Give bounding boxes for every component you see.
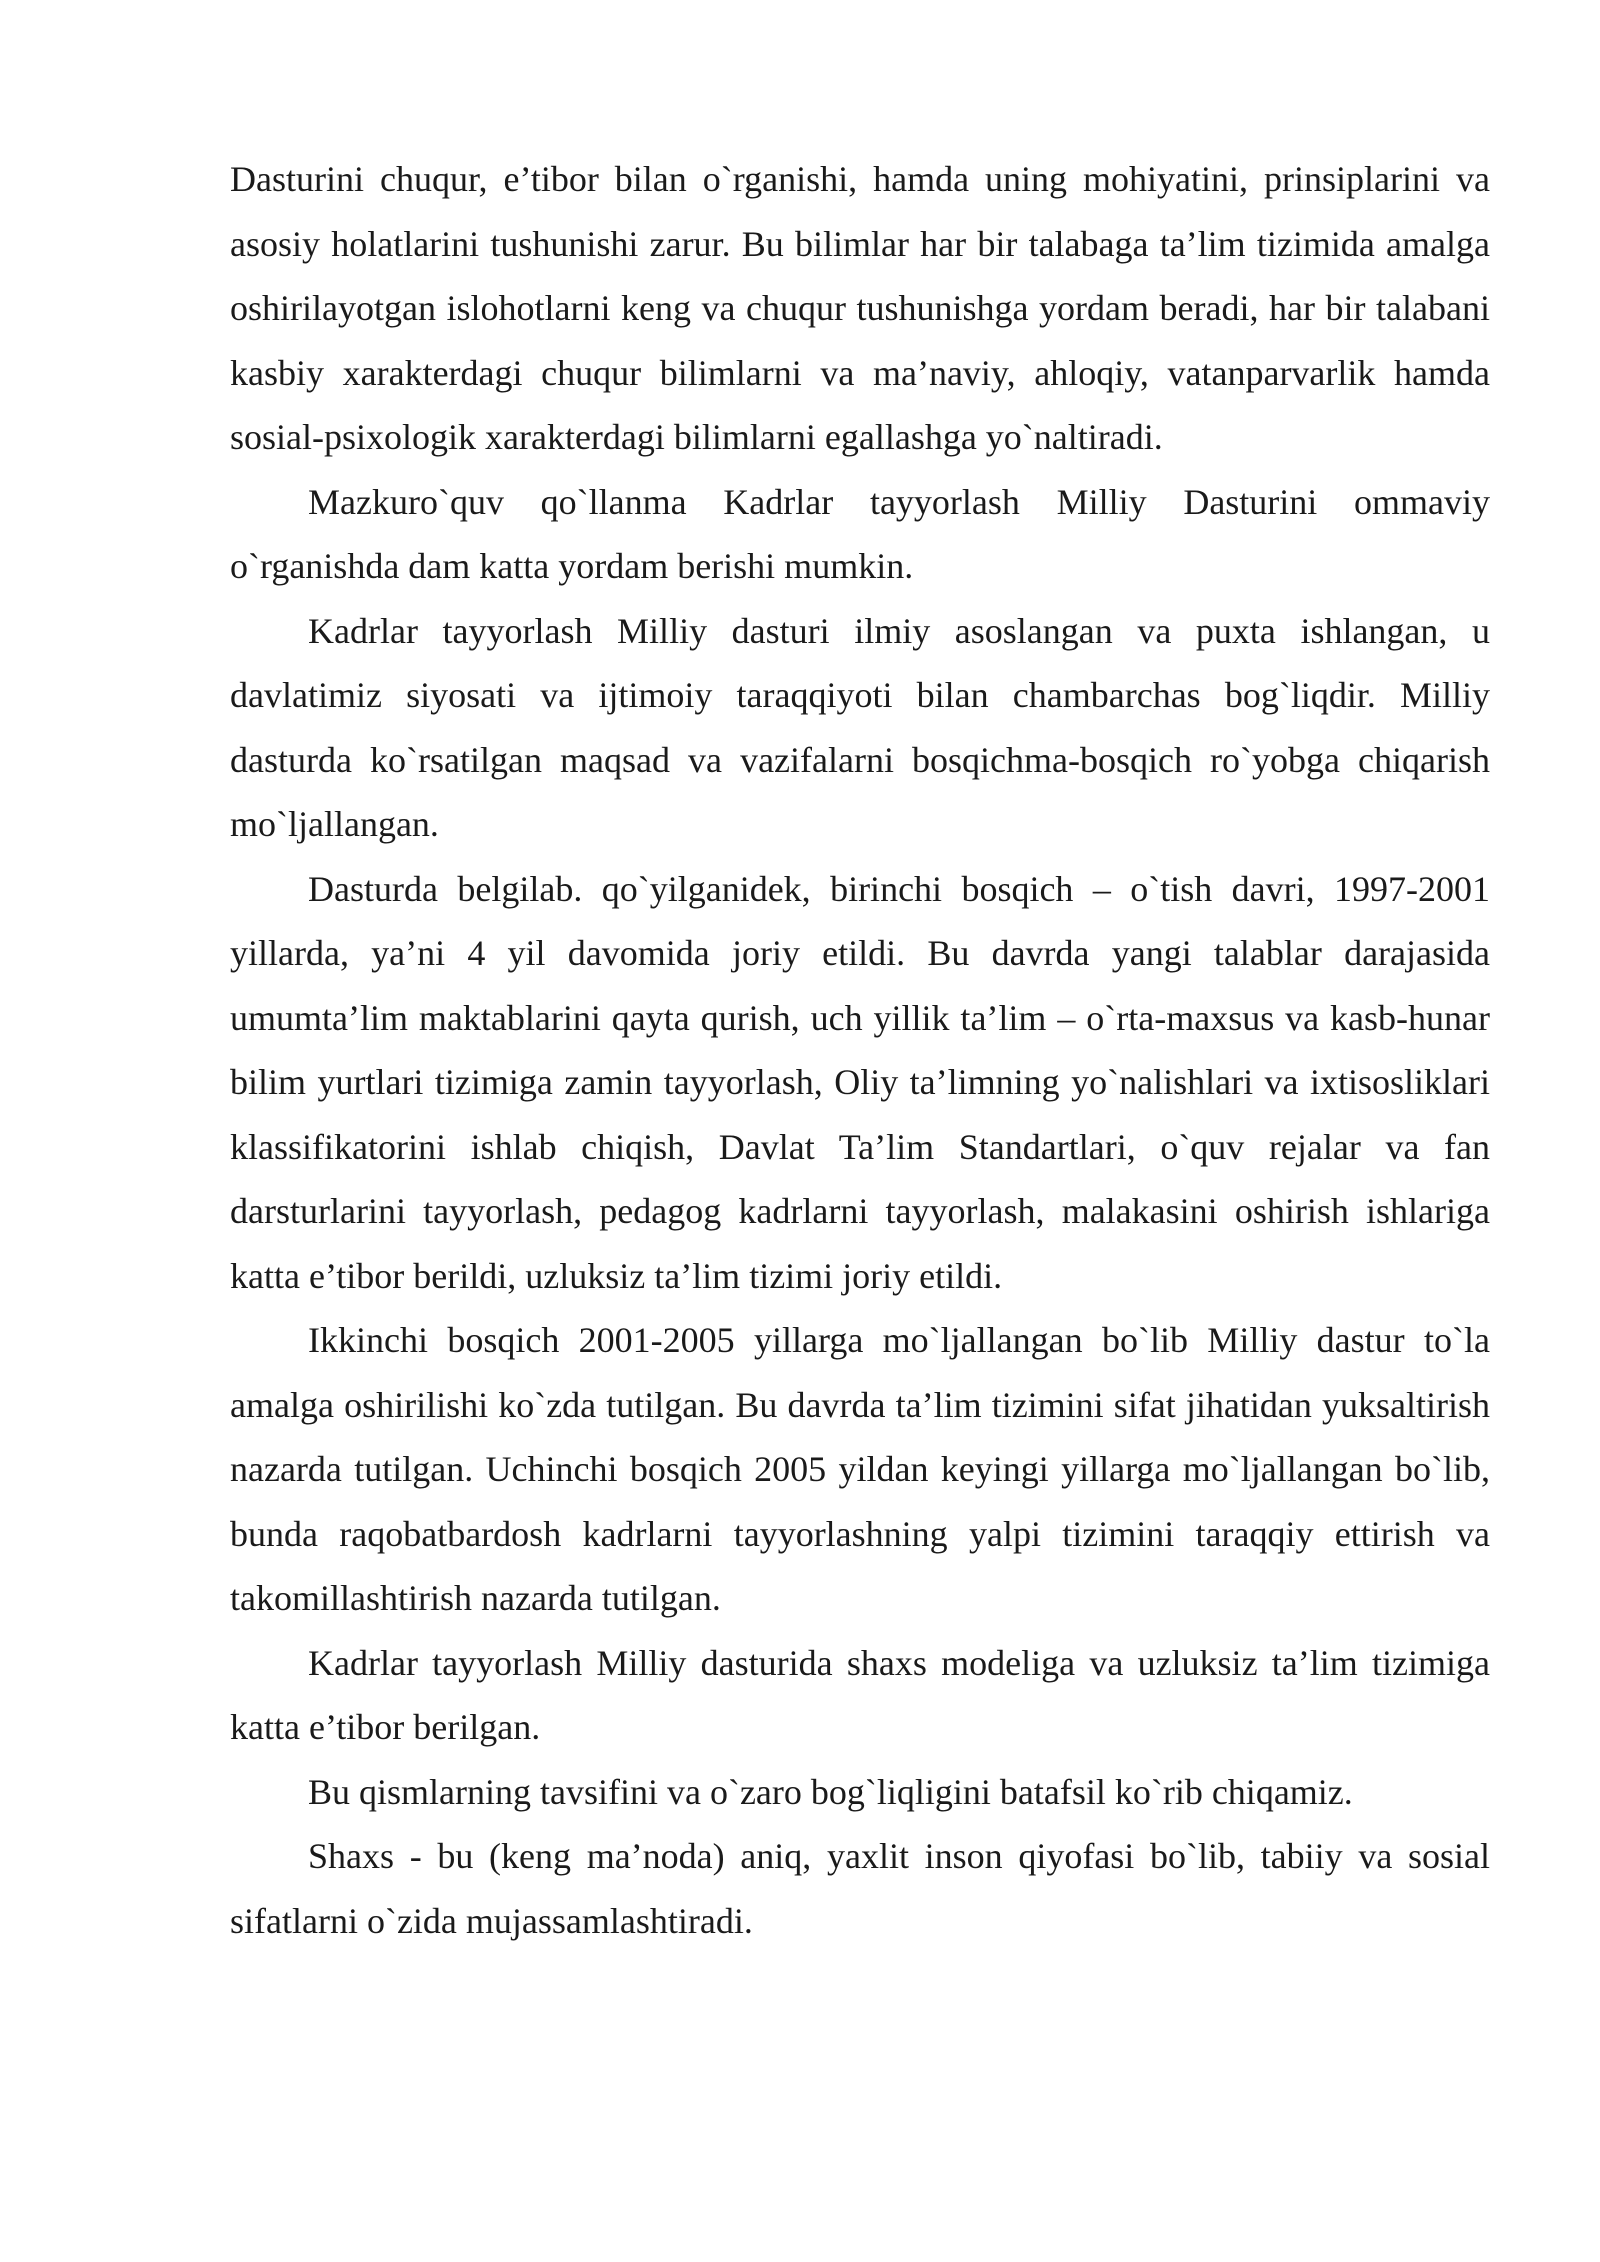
paragraph-8: Shaxs - bu (keng ma’noda) aniq, yaxlit inson qiyofasi bo`lib, tabiiy va sosial sifatlarni o`zida mujassamlashtiradi.: [230, 1836, 1490, 1941]
paragraph-7: Bu qismlarning tavsifini va o`zaro bog`liqligini batafsil ko`rib chiqamiz.: [308, 1771, 1353, 1812]
paragraph-5: Ikkinchi bosqich 2001-2005 yillarga mo`ljallangan bo`lib Milliy dastur to`la amalga oshirilishi ko`zda tutilgan. Bu davrda ta’lim tizimini sifat jihatidan yuksaltirish nazarda tutilgan. Uchinchi bosqich 2005 yildan keyingi yillarga mo`ljallangan bo`lib, bunda raqobatbardosh kadrlarni tayyorlashning yalpi tizimini taraqqiy ettirish va takomillashtirish nazarda tutilgan.: [230, 1320, 1490, 1618]
paragraph-3: Kadrlar tayyorlash Milliy dasturi ilmiy asoslangan va puxta ishlangan, u davlatimiz siyosati va ijtimoiy taraqqiyoti bilan chambarchas bog`liqdir. Milliy dasturda ko`rsatilgan maqsad va vazifalarni bosqichma-bosqich ro`yobga chiqarish mo`ljallangan.: [230, 610, 1490, 844]
document-page: [230, 147, 1490, 1953]
paragraph-1: Dasturini chuqur, e’tibor bilan o`rganishi, hamda uning mohiyatini, prinsiplarini va asosiy holatlarini tushunishi zarur. Bu bilimlar har bir talabaga ta’lim tizimida amalga oshirilayotgan islohotlarni keng va chuqur tushunishga yordam beradi, har bir talabani kasbiy xarakterdagi chuqur bilimlarni va ma’naviy, ahloqiy, vatanparvarlik hamda sosial-psixologik xarakterdagi bilimlarni egallashga yo`naltiradi.: [230, 159, 1490, 457]
paragraph-4: Dasturda belgilab. qo`yilganidek, birinchi bosqich – o`tish davri, 1997-2001 yillarda, ya’ni 4 yil davomida joriy etildi. Bu davrda yangi talablar darajasida umumta’lim maktablarini qayta qurish, uch yillik ta’lim – o`rta-maxsus va kasb-hunar bilim yurtlari tizimiga zamin tayyorlash, Oliy ta’limning yo`nalishlari va ixtisosliklari klassifikatorini ishlab chiqish, Davlat Ta’lim Standartlari, o`quv rejalar va fan darsturlarini tayyorlash, pedagog kadrlarni tayyorlash, malakasini oshirish ishlariga katta e’tibor berildi, uzluksiz ta’lim tizimi joriy etildi.: [230, 868, 1490, 1296]
paragraph-6: Kadrlar tayyorlash Milliy dasturida shaxs modeliga va uzluksiz ta’lim tizimiga katta e’tibor berilgan.: [230, 1642, 1490, 1747]
paragraph-2: Mazkuro`quv qo`llanma Kadrlar tayyorlash Milliy Dasturini ommaviy o`rganishda dam katta yordam berishi mumkin.: [230, 481, 1490, 586]
